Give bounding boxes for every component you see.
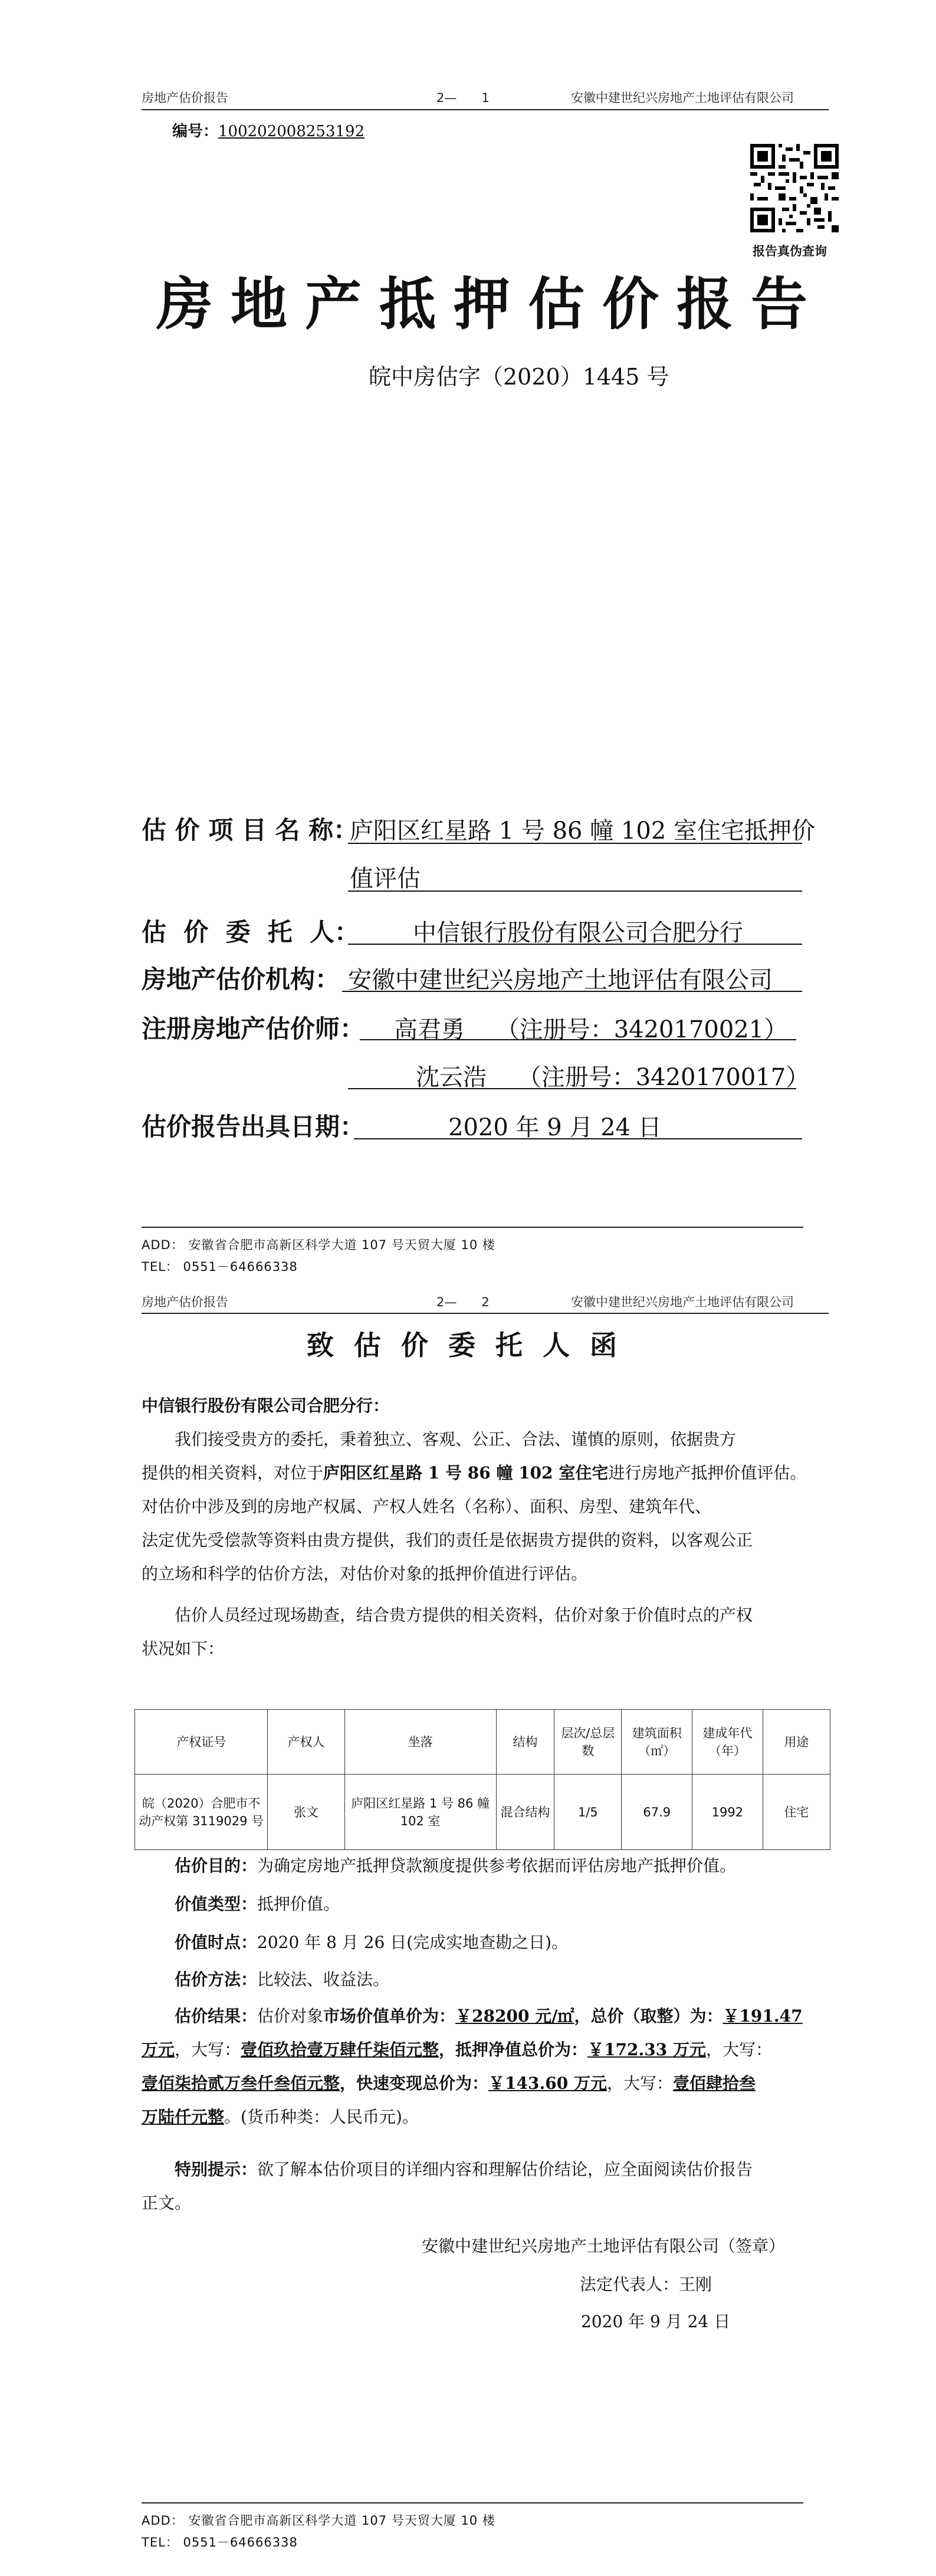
project-name-label: 估 价 项 目 名 称： [142,816,359,845]
table-cell: 张文 [268,1775,344,1850]
table-header: 用途 [763,1710,830,1775]
valuation-purpose: 估价目的：为确定房地产抵押贷款额度提供参考依据而评估房地产抵押价值。 [175,1856,737,1875]
serial-value[interactable]: 100202008253192 [218,123,365,140]
value-date: 价值时点：2020 年 8 月 26 日(完成实地查勘之日)。 [175,1933,569,1952]
page1-header-center: 2— 1 [436,91,490,105]
letter-paragraph-2: 估价人员经过现场勘查，结合贵方提供的相关资料，估价对象于价值时点的产权 状况如下： [142,1605,753,1658]
serial-label: 编号： [172,123,219,140]
table-cell: 1/5 [554,1775,622,1850]
project-name-value-line1: 庐阳区红星路 1 号 86 幢 102 室住宅抵押价 [350,817,815,845]
signature-representative: 法定代表人：王刚 [580,2275,712,2294]
appraiser-1: 高君勇 （注册号：3420170021） [394,1016,788,1043]
table-header: 产权证号 [135,1710,268,1775]
valuation-method: 估价方法：比较法、收益法。 [175,1970,390,1989]
table-cell: 67.9 [622,1775,692,1850]
page1-header-right: 安徽中建世纪兴房地产土地评估有限公司 [571,91,794,105]
letter-title: 致估价委托人函 [307,1329,637,1361]
page1-footer-tel: TEL： 0551－64666338 [142,1260,298,1274]
letter-paragraph-1: 我们接受贵方的委托，秉着独立、客观、公正、合法、谨慎的原则，依据贵方 提供的相关资料，对位于庐阳区红星路 1 号 86 幢 102 室住宅进行房地产抵押价值评估。 对估价中涉及到的房地产权属、产权人姓名（名称）、面积、房型、建筑年代、 法定优先受偿款等资料由贵方提供，我们的责任是依据贵方提供的资料，以客观公正 的立场和科学的估价方法，对估价对象的抵押价值进行评估。 [142,1430,807,1583]
client-label: 估 价 委 托 人： [142,918,359,947]
table-header: 产权人 [268,1710,344,1775]
qr-caption: 报告真伪查询 [753,244,827,258]
signature-company: 安徽中建世纪兴房地产土地评估有限公司（签章） [422,2236,786,2256]
page2-header-right: 安徽中建世纪兴房地产土地评估有限公司 [571,1295,794,1309]
valuation-result: 估价结果：估价对象市场价值单价为：￥28200 元/㎡，总价（取整）为：￥191.47 万元，大写：壹佰玖拾壹万肆仟柒佰元整，抵押净值总价为：￥172.33 万元，大写： 壹佰柒拾贰万叁仟叁佰元整，快速变现总价为：￥143.60 万元，大写：壹佰肆拾叁 万陆仟元整。(货币种类：人民币元)。 [142,2006,803,2127]
table-cell: 皖（2020）合肥市不动产权第 3119029 号 [135,1775,268,1850]
table-cell: 1992 [692,1775,763,1850]
qr-code-icon[interactable] [750,144,839,232]
page1-footer-address: ADD： 安徽省合肥市高新区科学大道 107 号天贸大厦 10 楼 [142,1238,495,1252]
project-name-value-line2: 值评估 [350,865,421,892]
table-header: 结构 [496,1710,554,1775]
table-cell: 住宅 [763,1775,830,1850]
appraiser-2: 沈云浩 （注册号：3420170017） [416,1064,810,1091]
appraiser-label: 注册房地产估价师： [142,1014,365,1043]
signature-date: 2020 年 9 月 24 日 [581,2312,731,2331]
value-type: 价值类型：抵押价值。 [175,1894,340,1914]
client-value: 中信银行股份有限公司合肥分行 [413,919,743,947]
table-header: 建筑面积（㎡） [622,1710,692,1775]
table-header: 层次/总层数 [554,1710,622,1775]
table-row [135,1775,830,1850]
agency-value: 安徽中建世纪兴房地产土地评估有限公司 [348,967,773,994]
serial-number [172,119,364,141]
page1-footer-rule [142,1227,803,1228]
page2-header-left: 房地产估价报告 [142,1295,228,1309]
page2-footer-rule [142,2502,803,2503]
document-number: 皖中房估字（2020）1445 号 [369,364,669,390]
page1-header-left: 房地产估价报告 [142,91,228,105]
page2-footer-address: ADD： 安徽省合肥市高新区科学大道 107 号天贸大厦 10 楼 [142,2513,495,2528]
table-cell: 混合结构 [496,1775,554,1850]
agency-label: 房地产估价机构： [142,965,340,994]
page1-header-rule [142,109,829,110]
report-date-value: 2020 年 9 月 24 日 [448,1114,662,1141]
table-header: 建成年代（年） [692,1710,763,1775]
table-cell: 庐阳区红星路 1 号 86 幢 102 室 [344,1775,496,1850]
table-header-row [135,1710,830,1775]
property-table [134,1709,830,1850]
salutation: 中信银行股份有限公司合肥分行： [142,1396,390,1415]
report-title: 房地产抵押估价报告 [156,271,825,337]
special-notice: 特别提示：欲了解本估价项目的详细内容和理解估价结论，应全面阅读估价报告 正文。 [142,2160,753,2213]
report-date-label: 估价报告出具日期： [142,1112,365,1141]
page2-footer-tel: TEL： 0551－64666338 [142,2535,298,2549]
page2-header-center: 2— 2 [436,1295,490,1309]
table-header: 坐落 [344,1710,496,1775]
page2-header-rule [142,1313,829,1314]
